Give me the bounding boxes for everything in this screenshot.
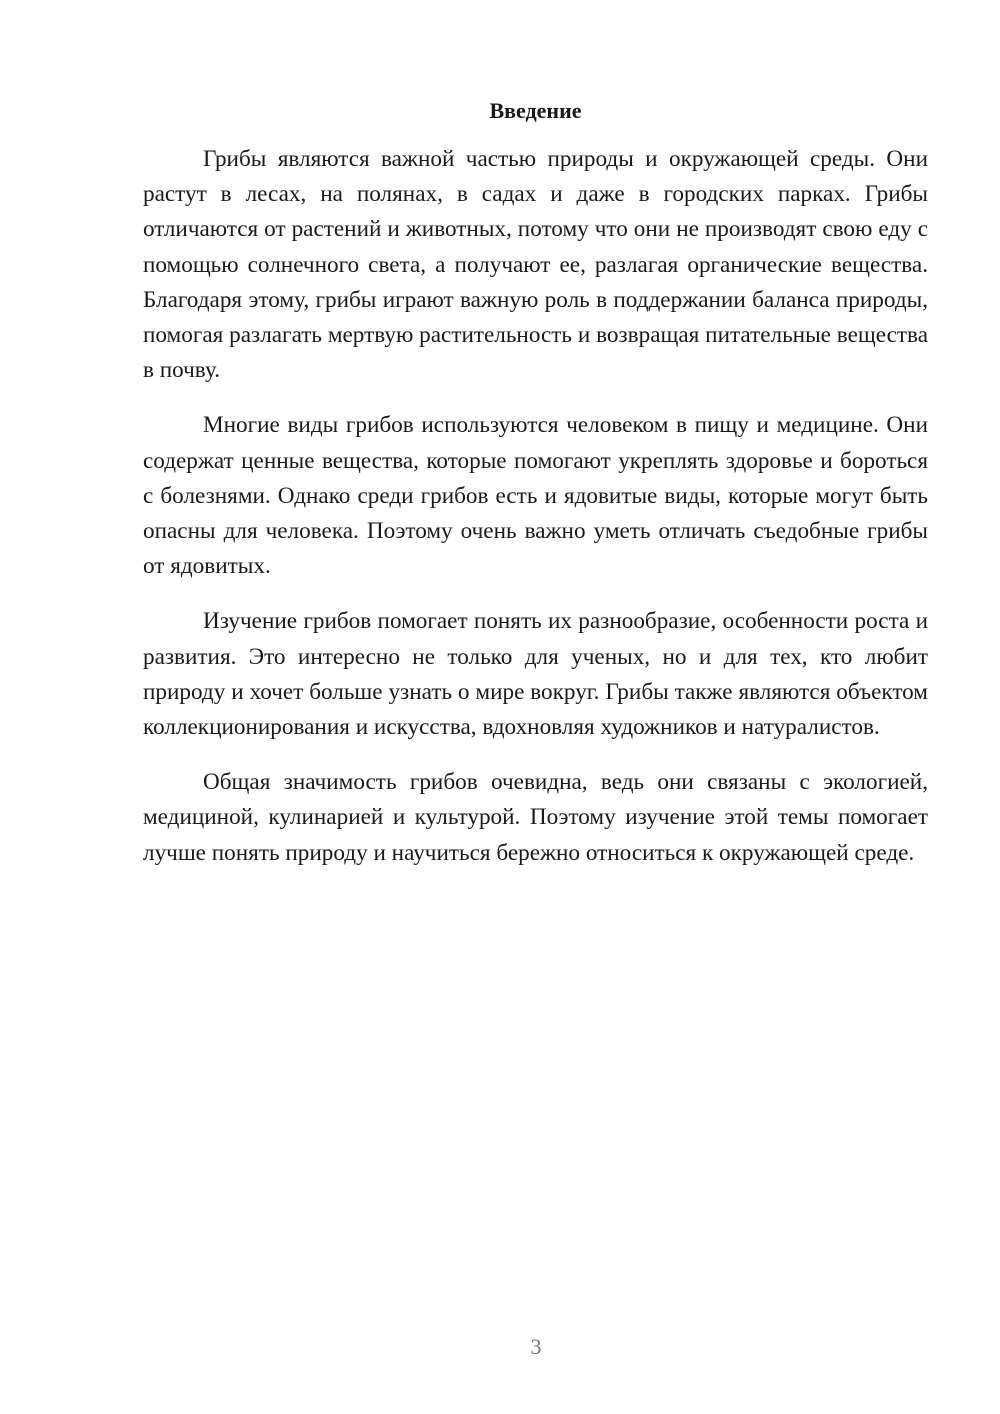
page-number: 3 — [530, 1334, 542, 1359]
paragraph-3: Изучение грибов помогает понять их разнообразие, особенности роста и развития. Это интересно не только для ученых, но и для тех, кто любит природу и хочет больше узнать о мире вокруг. Грибы также являются объектом коллекционирования и искусства, вдохновляя художников и натуралистов. — [143, 608, 928, 741]
body-text — [143, 142, 928, 891]
paragraph-4: Общая значимость грибов очевидна, ведь они связаны с экологией, медициной, кулинарией и культурой. Поэтому изучение этой темы помогает лучше понять природу и научиться бережно относиться к окружающей среде. — [143, 769, 928, 866]
section-title: Введение — [489, 98, 582, 123]
paragraph-1: Грибы являются важной частью природы и окружающей среды. Они растут в лесах, на полянах, в садах и даже в городских парках. Грибы отличаются от растений и животных, потому что они не производят свою еду с помощью солнечного света, а получают ее, разлагая органические вещества. Благодаря этому, грибы играют важную роль в поддержании баланса природы, помогая разлагать мертвую растительность и возвращая питательные вещества в почву. — [143, 146, 928, 384]
paragraph-2: Многие виды грибов используются человеком в пищу и медицине. Они содержат ценные вещества, которые помогают укреплять здоровье и бороться с болезнями. Однако среди грибов есть и ядовитые виды, которые могут быть опасны для человека. Поэтому очень важно уметь отличать съедобные грибы от ядовитых. — [143, 412, 928, 580]
